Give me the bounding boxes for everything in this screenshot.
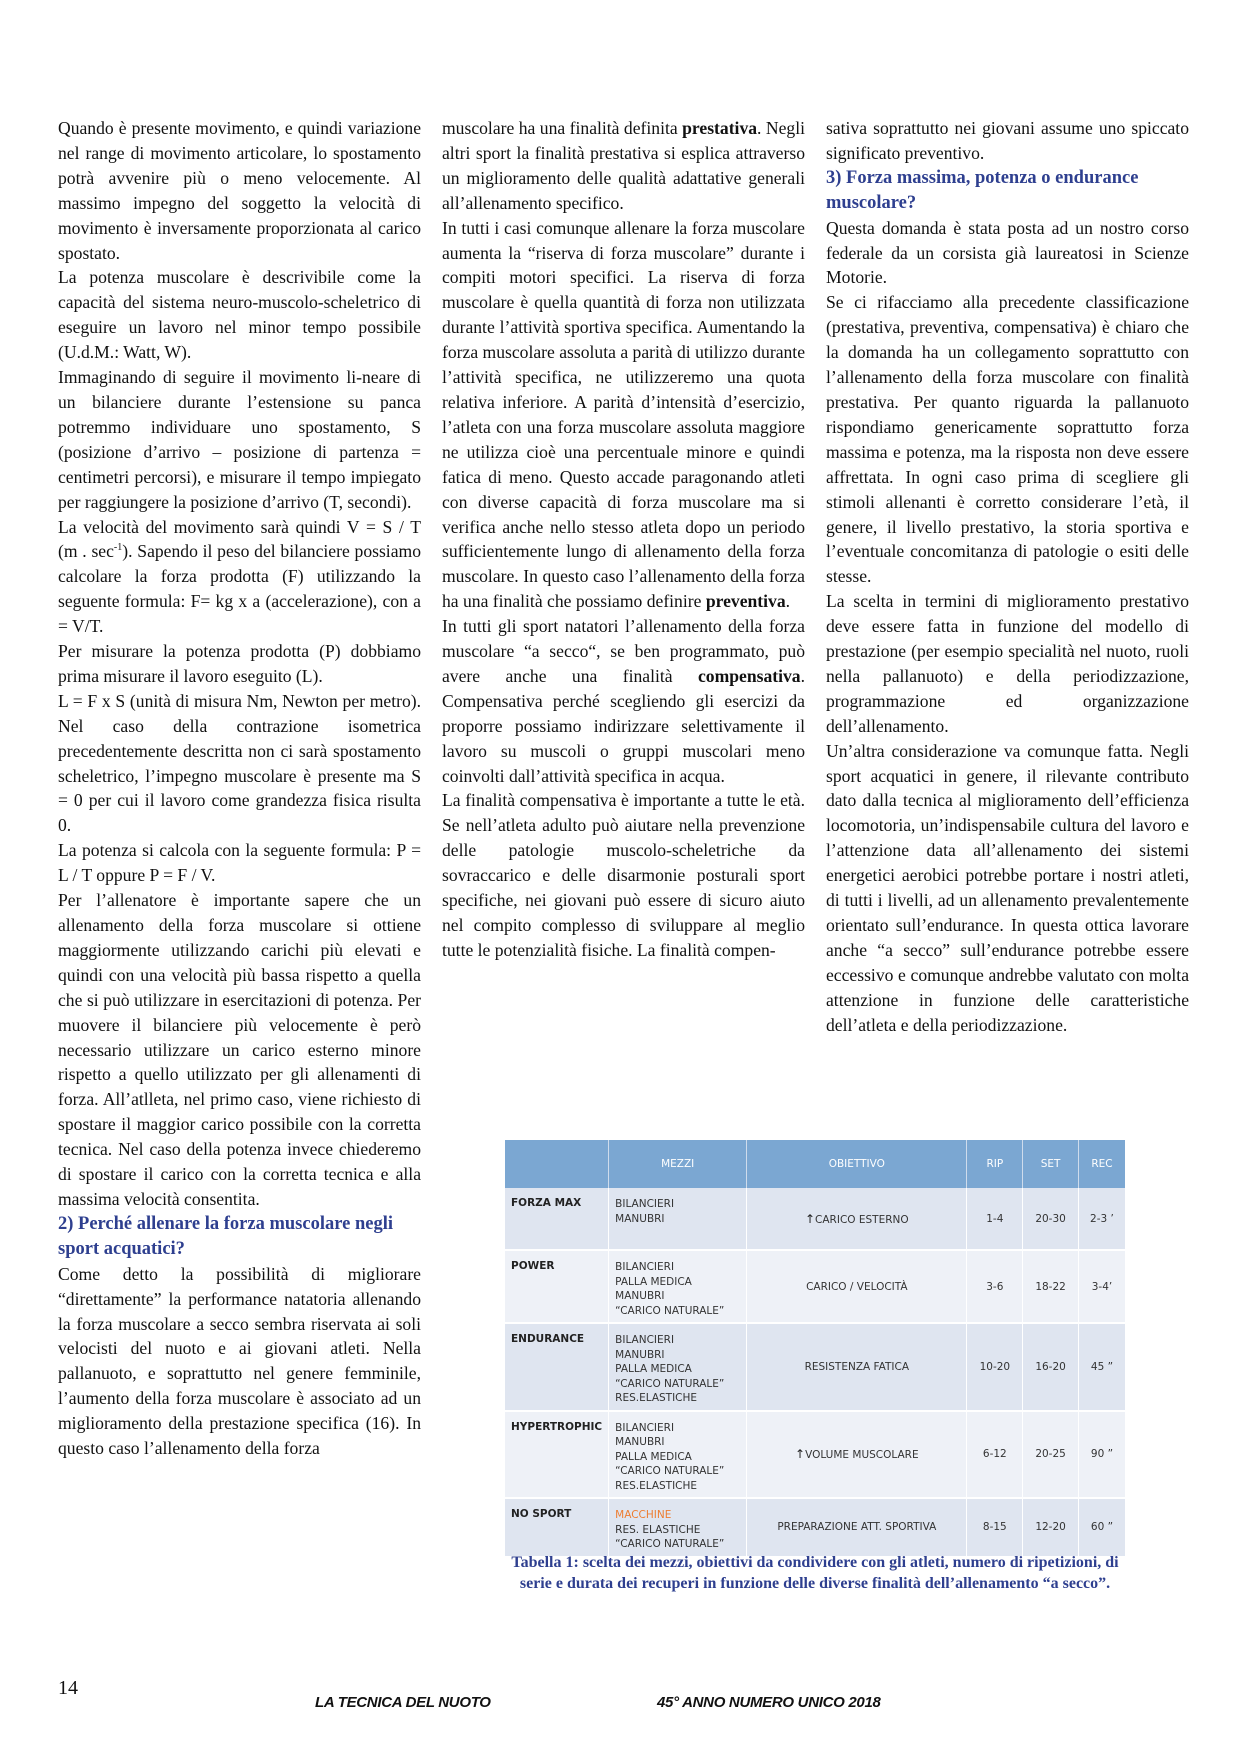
mezzi-item: “CARICO NATURALE”: [615, 1465, 725, 1477]
paragraph-velocity: [58, 515, 421, 640]
category-cell: HYPERTROPHIC: [505, 1411, 609, 1499]
text-column-1: [58, 116, 421, 1461]
header-cell: REC: [1078, 1140, 1125, 1188]
mezzi-item: BILANCIERI: [615, 1198, 675, 1210]
category-cell: POWER: [505, 1250, 609, 1323]
mezzi-cell: [609, 1498, 747, 1557]
mezzi-cell: [609, 1323, 747, 1411]
mezzi-item: RES.ELASTICHE: [615, 1392, 698, 1404]
rip-cell: 8-15: [967, 1498, 1023, 1557]
paragraph: Se ci rifacciamo alla precedente classificazione (prestativa, preventiva, compensativa) è chiaro che la domanda ha un collegamento soprattutto con l’allenamento della forza muscolare con finalità prestativa. Per quanto riguarda la pallanuoto rispondiamo genericamente soprattutto forza massima e potenza, ma la risposta non deve essere affrettata. In ogni caso prima di scegliere gli stimoli allenanti è corretto considerare l’età, il genere, il livello prestativo, la storia sportiva e l’eventuale concomitanza di patologie o esiti delle stesse.: [826, 292, 1189, 587]
objective-text: CARICO ESTERNO: [815, 1213, 909, 1226]
text: . Compensativa perché scegliendo gli esercizi da proporre possiamo indirizzare selettivamente il lavoro su muscoli o gruppi muscolari meno coinvolti dall’attività specifica in acqua.: [442, 665, 805, 786]
objective-cell: [747, 1188, 967, 1250]
mezzi-item: BILANCIERI: [615, 1421, 675, 1434]
training-table: [505, 1140, 1125, 1558]
text-column-3: [826, 116, 1189, 1038]
category-cell: FORZA MAX: [505, 1188, 609, 1250]
mezzi-item: BILANCIERI: [615, 1261, 675, 1273]
mezzi-item: MANUBRI: [615, 1436, 665, 1448]
mezzi-item: PALLA MEDICA: [615, 1275, 692, 1288]
text: muscolare ha una finalità definita: [442, 118, 683, 138]
table-body: [505, 1188, 1125, 1557]
mezzi-item: MANUBRI: [615, 1348, 665, 1361]
category-cell: ENDURANCE: [505, 1323, 609, 1411]
paragraph: L = F x S (unità di misura Nm, Newton per metro). Nel caso della contrazione isometrica precedentemente descritta non ci sarà spostamento scheletrico, l’impegno muscolare è presente ma S = 0 per cui il lavoro come grandezza fisica risulta 0.: [58, 690, 421, 836]
table-row: [505, 1498, 1125, 1557]
set-cell: 20-30: [1023, 1188, 1079, 1250]
mezzi-item: “CARICO NATURALE”: [615, 1304, 725, 1317]
rec-cell: 3-4’: [1078, 1250, 1125, 1323]
objective-text: VOLUME MUSCOLARE: [805, 1449, 919, 1462]
paragraph: Immaginando di seguire il movimento li-neare di un bilanciere durante l’estensione su panca potremmo individuare uno spostamento, S (posizione d’arrivo – posizione di partenza = centimetri percorsi), e misurare il tempo impiegato per raggiungere la posizione d’arrivo (T, secondi).: [58, 367, 421, 512]
header-cell: SET: [1023, 1140, 1079, 1188]
paragraph: sativa soprattutto nei giovani assume uno spiccato significato preventivo.: [826, 118, 1189, 163]
rec-cell: 45 ”: [1078, 1323, 1125, 1411]
paragraph: Questa domanda è stata posta ad un nostro corso federale da un corsista già laureatosi in Scienze Motorie.: [826, 217, 1189, 288]
rec-cell: 60 ”: [1078, 1498, 1125, 1557]
objective-text: CARICO / VELOCITÀ: [806, 1280, 908, 1293]
text: ). Sapendo il peso del bilanciere possiamo calcolare la forza prodotta (F) utilizzando la seguente formula: F= kg x a (accelerazione), con a = V/T.: [58, 541, 421, 637]
header-cell: OBIETTIVO: [747, 1140, 967, 1188]
mezzi-item: BILANCIERI: [615, 1334, 675, 1346]
objective-cell: [747, 1250, 967, 1323]
rip-cell: 6-12: [967, 1411, 1023, 1499]
text: In tutti gli sport natatori l’allenamento della forza muscolare “a secco“, se ben programmato, può avere anche una finalità: [442, 616, 805, 686]
objective-cell: [747, 1411, 967, 1499]
mezzi-cell: [609, 1411, 747, 1499]
objective-cell: [747, 1498, 967, 1557]
objective-text: PREPARAZIONE ATT. SPORTIVA: [777, 1521, 937, 1534]
mezzi-item: MACCHINE: [615, 1509, 672, 1521]
paragraph: La finalità compensativa è importante a tutte le età. Se nell’atleta adulto può aiutare nella prevenzione delle patologie muscolo-scheletriche da sovraccarico e delle disarmonie posturali sport specifiche, nei giovani può essere di sicuro aiuto nel compito complesso di sviluppare al meglio tutte le potenzialità fisiche. La finalità compen-: [442, 790, 805, 960]
rip-cell: 3-6: [967, 1250, 1023, 1323]
header-cell: [505, 1140, 609, 1188]
set-cell: 18-22: [1023, 1250, 1079, 1323]
superscript: -1: [113, 542, 123, 554]
mezzi-item: MANUBRI: [615, 1212, 665, 1225]
table-row: [505, 1188, 1125, 1250]
bold-term: preventiva: [705, 591, 786, 612]
mezzi-item: PALLA MEDICA: [615, 1450, 692, 1463]
objective-text: RESISTENZA FATICA: [804, 1360, 910, 1373]
header-cell: MEZZI: [609, 1140, 747, 1188]
arrow-up-icon: ↑: [795, 1447, 806, 1462]
set-cell: 16-20: [1023, 1323, 1079, 1411]
text: .: [785, 591, 791, 612]
text: . Negli altri sport la finalità prestativa si esplica attraverso un miglioramento delle qualità adattative generali all’allenamento specifico.: [442, 118, 805, 213]
issue-label: 45° ANNO NUMERO UNICO 2018: [657, 1694, 881, 1711]
category-cell: NO SPORT: [505, 1498, 609, 1557]
mezzi-item: “CARICO NATURALE”: [615, 1538, 725, 1550]
paragraph: Un’altra considerazione va comunque fatta. Negli sport acquatici in genere, il rilevante contributo dato dalla tecnica al miglioramento dell’efficienza locomotoria, un’indispensabile cultura del lavoro e l’attenzione data all’allenamento dei sistemi energetici aerobici potrebbe portare i nostri atleti, di tutti i livelli, ad un allenamento prevalentemente orientato sull’endurance. In questa ottica lavorare anche “a secco” sull’endurance potrebbe essere eccessivo e comunque andrebbe valutato con molta attenzione in funzione delle caratteristiche dell’atleta e della periodizzazione.: [826, 740, 1189, 1035]
arrow-up-icon: ↑: [804, 1211, 816, 1226]
table-row: [505, 1411, 1125, 1499]
paragraph: Quando è presente movimento, e quindi variazione nel range di movimento articolare, lo spostamento potrà avvenire più o meno velocemente. Al massimo impegno del soggetto la velocità di movimento è inversamente proporzionata al carico spostato.: [58, 118, 421, 263]
paragraph: [442, 614, 805, 788]
rec-cell: 90 ”: [1078, 1411, 1125, 1499]
objective-cell: [747, 1323, 967, 1411]
paragraph: [442, 216, 805, 615]
text-column-2: [442, 116, 805, 963]
header-cell: RIP: [967, 1140, 1023, 1188]
table-row: [505, 1323, 1125, 1411]
paragraph: [442, 116, 805, 216]
set-cell: 20-25: [1023, 1411, 1079, 1499]
page-number: 14: [58, 1677, 78, 1699]
bold-term: prestativa: [682, 118, 758, 138]
section-heading-3: 3) Forza massima, potenza o endurance muscolare?: [826, 167, 1139, 213]
mezzi-cell: [609, 1188, 747, 1250]
paragraph: Come detto la possibilità di migliorare “direttamente” la performance natatoria allenando la forza muscolare a secco sembra riservata ai soli velocisti del nuoto e ai giovani atleti. Nella pallanuoto, e soprattutto nel genere femminile, l’aumento della forza muscolare è associato ad un miglioramento della prestazione specifica (16). In questo caso l’allenamento della forza: [58, 1263, 421, 1459]
rec-cell: 2-3 ’: [1078, 1188, 1125, 1250]
paragraph: Per l’allenatore è importante sapere che un allenamento della forza muscolare si ottiene maggiormente utilizzando carichi più elevati e quindi con una velocità più bassa rispetto a quella che si può utilizzare in esercitazioni di potenza. Per muovere il bilanciere più velocemente è però necessario utilizzare un carico esterno minore rispetto a quello utilizzato per gli allenamenti di forza. All’atlleta, nel primo caso, viene richiesto di spostare il maggior carico possibile con la corretta tecnica. Nel caso della potenza invece chiederemo di spostare il carico con la corretta tecnica e alla massima velocità consentita.: [58, 890, 421, 1209]
text: In tutti i casi comunque allenare la forza muscolare aumenta la “riserva di forza muscolare” durante i compiti motori specifici. La riserva di forza muscolare è quella quantità di forza non utilizzata durante l’attività sportiva specifica. Aumentando la forza muscolare assoluta a parità di utilizzo durante l’attività specifica, ne utilizzeremo una quota relativa inferiore. A parità d’intensità d’esercizio, l’atleta con una forza muscolare assoluta maggiore ne utilizza cioè una percentuale minore e quindi fatica di meno. Questo accade paragonando atleti con diverse capacità di forza muscolare ma si verifica anche nello stesso atleta dopo un periodo sufficientemente lungo di allenamento della forza muscolare. In questo caso l’allenamento della forza ha una finalità che possiamo definire: [442, 217, 805, 612]
rip-cell: 1-4: [967, 1188, 1023, 1250]
paragraph: La potenza muscolare è descrivibile come la capacità del sistema neuro-muscolo-scheletrico di eseguire un lavoro nel minor tempo possibile (U.d.M.: Watt, W).: [58, 267, 421, 363]
table-caption: Tabella 1: scelta dei mezzi, obiettivi da condividere con gli atleti, numero di ripetizioni, di serie e durata dei recuperi in funzione delle diverse finalità dell’allenamento “a secco”.: [511, 1554, 1119, 1592]
mezzi-item: RES.ELASTICHE: [615, 1479, 698, 1492]
mezzi-item: “CARICO NATURALE”: [615, 1377, 725, 1390]
set-cell: 12-20: [1023, 1498, 1079, 1557]
bold-term: compensativa: [697, 665, 801, 686]
paragraph: La scelta in termini di miglioramento prestativo deve essere fatta in funzione del modello di prestazione (per esempio specialità nel nuoto, ruoli nella pallanuoto) e della periodizzazione, programmazione ed organizzazione dell’allenamento.: [826, 591, 1189, 736]
paragraph: La potenza si calcola con la seguente formula: P = L / T oppure P = F / V.: [58, 840, 421, 886]
mezzi-item: MANUBRI: [615, 1290, 665, 1302]
mezzi-item: PALLA MEDICA: [615, 1363, 692, 1375]
publication-title: LA TECNICA DEL NUOTO: [315, 1694, 491, 1711]
table-row: [505, 1250, 1125, 1323]
mezzi-cell: [609, 1250, 747, 1323]
table: [505, 1140, 1125, 1558]
rip-cell: 10-20: [967, 1323, 1023, 1411]
section-heading-2: 2) Perché allenare la forza muscolare negli sport acquatici?: [58, 1213, 393, 1259]
text: La velocità del movimento sarà quindi V = S / T (m . sec: [58, 516, 421, 562]
paragraph: Per misurare la potenza prodotta (P) dobbiamo prima misurare il lavoro eseguito (L).: [58, 641, 421, 686]
mezzi-item: RES. ELASTICHE: [615, 1523, 701, 1536]
table-header-row: [505, 1140, 1125, 1188]
